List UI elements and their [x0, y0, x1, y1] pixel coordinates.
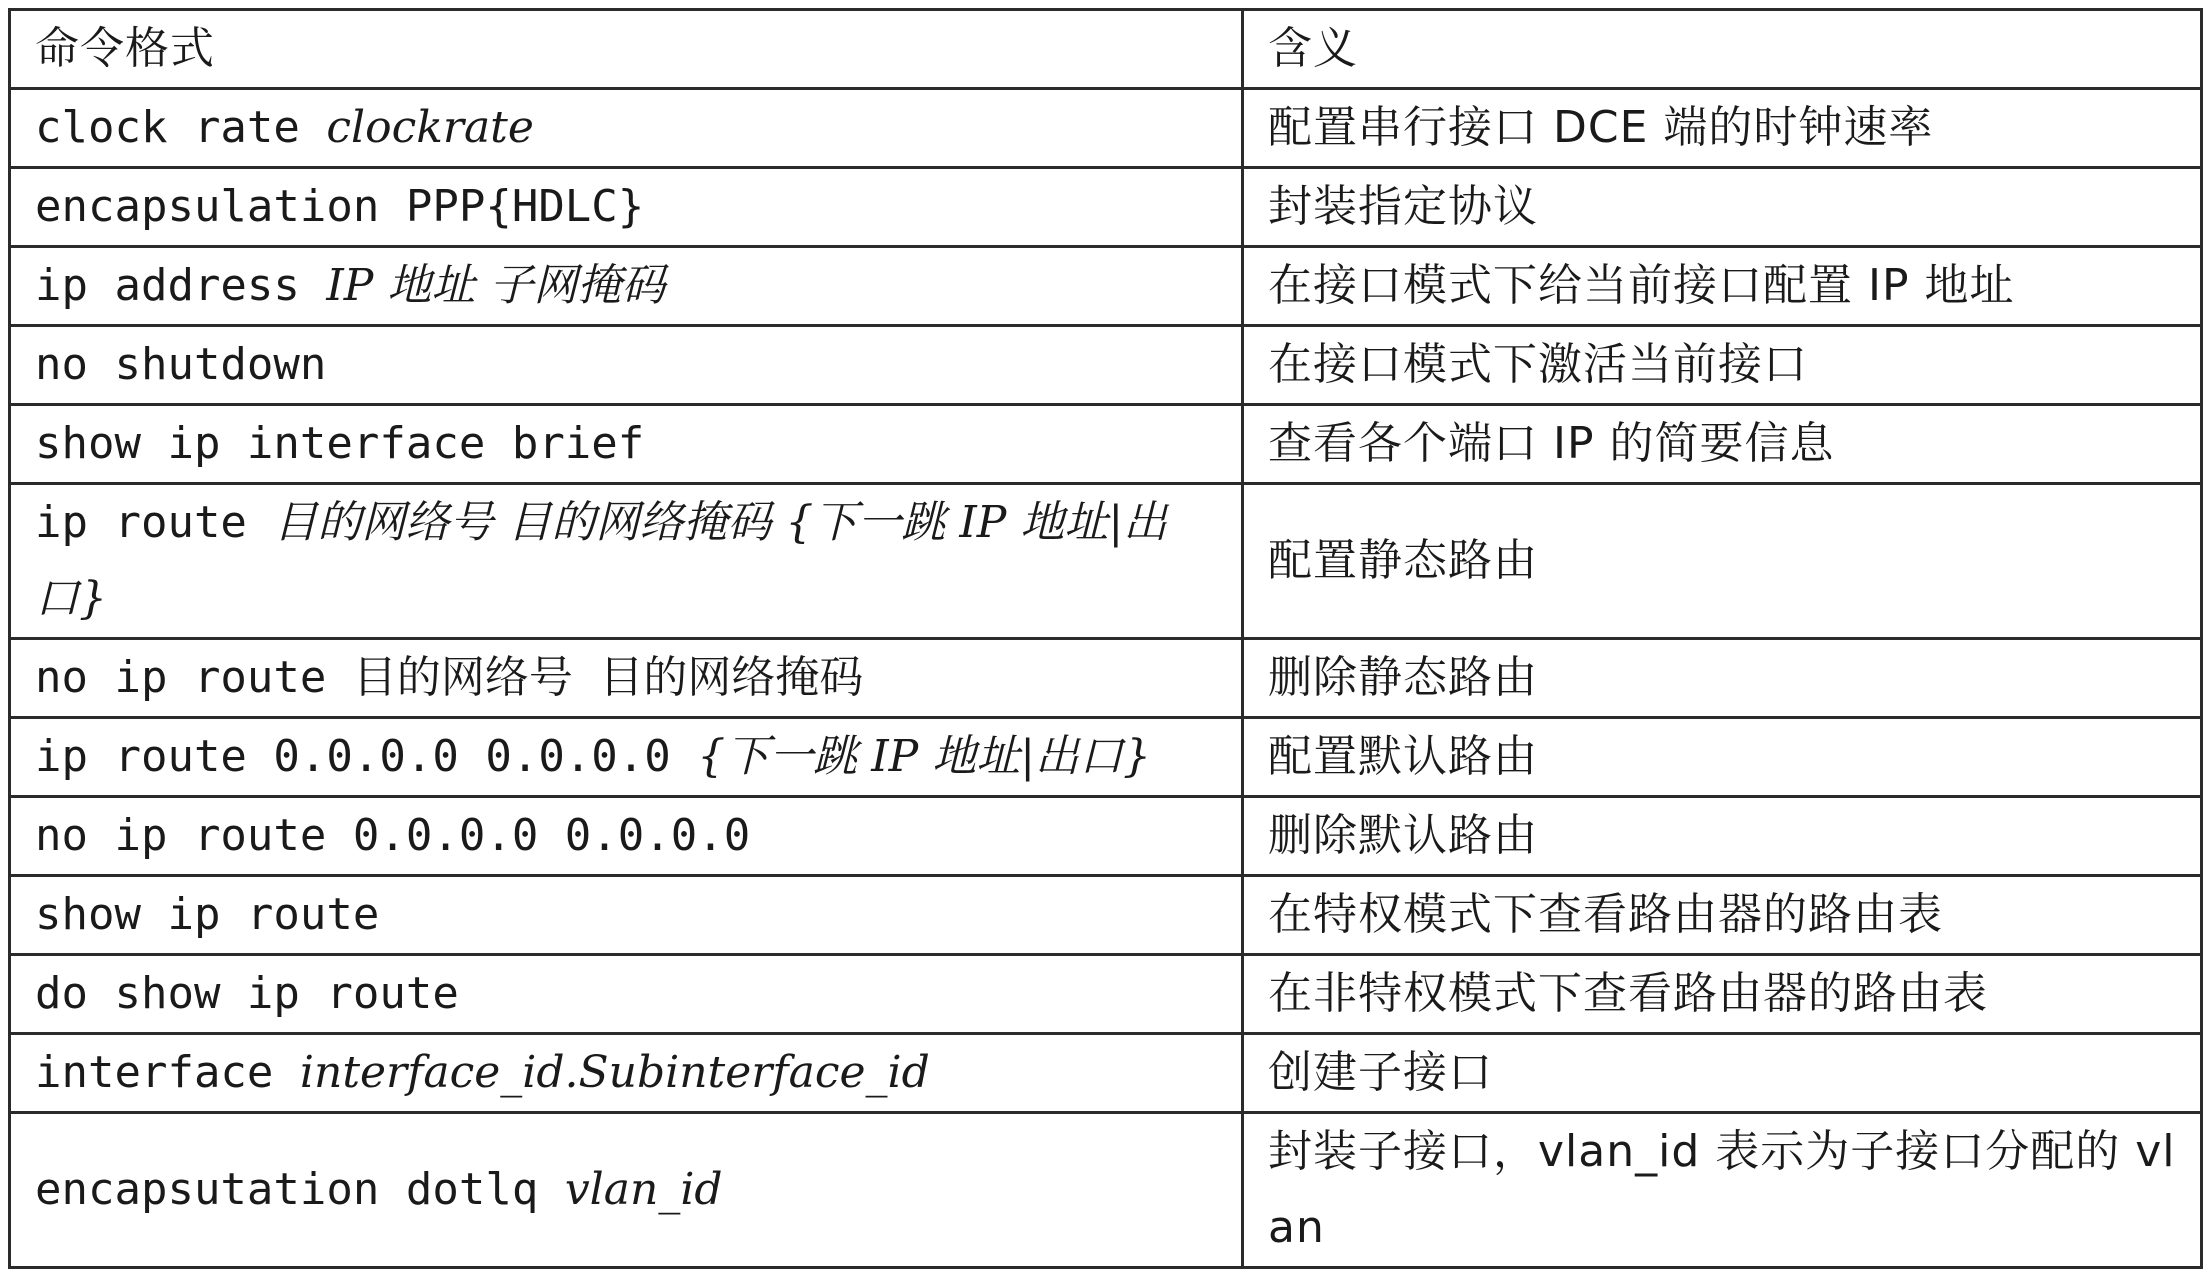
command-variable: vlan_id: [564, 1164, 723, 1215]
meaning-cell: 在特权模式下查看路由器的路由表: [1243, 876, 2202, 955]
table-row: [10, 639, 2202, 718]
table-row: [10, 876, 2202, 955]
table-row: [10, 1113, 2202, 1268]
table-row: [10, 718, 2202, 797]
meaning-cell: 封装指定协议: [1243, 168, 2202, 247]
command-cell: [10, 326, 1243, 405]
command-text: ip route 0.0.0.0 0.0.0.0: [35, 731, 698, 782]
meaning-cell: 封装子接口，vlan_id 表示为子接口分配的 vlan: [1243, 1113, 2202, 1268]
command-variable: {下一跳 IP 地址|出口}: [697, 731, 1152, 782]
meaning-cell: 查看各个端口 IP 的简要信息: [1243, 405, 2202, 484]
command-variable: clockrate: [326, 102, 534, 153]
meaning-cell: 配置静态路由: [1243, 484, 2202, 639]
command-variable: 目的网络号 目的网络掩码 {下一跳 IP 地址|出口}: [35, 497, 1168, 624]
command-text: interface: [35, 1047, 300, 1098]
command-cell: [10, 639, 1243, 718]
command-text: do show ip route: [35, 968, 459, 1019]
command-text: clock rate: [35, 102, 327, 153]
command-cell: [10, 247, 1243, 326]
command-cell: [10, 89, 1243, 168]
command-cell: [10, 718, 1243, 797]
header-meaning: 含义: [1243, 10, 2202, 89]
command-text: no ip route 目的网络号 目的网络掩码: [35, 652, 864, 703]
meaning-cell: 配置默认路由: [1243, 718, 2202, 797]
command-text: encapsutation dotlq: [35, 1164, 565, 1215]
meaning-cell: 在接口模式下给当前接口配置 IP 地址: [1243, 247, 2202, 326]
table-row: [10, 484, 2202, 639]
command-cell: [10, 405, 1243, 484]
command-text: no shutdown: [35, 339, 327, 390]
command-text: ip route: [35, 497, 274, 548]
command-cell: [10, 1034, 1243, 1113]
meaning-cell: 删除静态路由: [1243, 639, 2202, 718]
meaning-cell: 配置串行接口 DCE 端的时钟速率: [1243, 89, 2202, 168]
command-text: show ip interface brief: [35, 418, 645, 469]
command-cell: [10, 484, 1243, 639]
command-cell: [10, 876, 1243, 955]
meaning-cell: 在接口模式下激活当前接口: [1243, 326, 2202, 405]
table-row: [10, 797, 2202, 876]
command-variable: IP 地址 子网掩码: [326, 260, 666, 311]
table-row: [10, 326, 2202, 405]
command-cell: [10, 1113, 1243, 1268]
command-text: encapsulation PPP{HDLC}: [35, 181, 645, 232]
table-row: [10, 247, 2202, 326]
table-row: [10, 168, 2202, 247]
table-row: [10, 89, 2202, 168]
meaning-cell: 在非特权模式下查看路由器的路由表: [1243, 955, 2202, 1034]
command-cell: [10, 955, 1243, 1034]
meaning-cell: 创建子接口: [1243, 1034, 2202, 1113]
meaning-cell: 删除默认路由: [1243, 797, 2202, 876]
table-row: [10, 1034, 2202, 1113]
command-table: [8, 8, 2203, 1269]
table-row: [10, 405, 2202, 484]
command-text: no ip route 0.0.0.0 0.0.0.0: [35, 810, 751, 861]
header-command: 命令格式: [10, 10, 1243, 89]
table-row: [10, 955, 2202, 1034]
command-text: show ip route: [35, 889, 380, 940]
table-header-row: [10, 10, 2202, 89]
command-variable: interface_id.Subinterface_id: [299, 1047, 930, 1098]
command-cell: [10, 168, 1243, 247]
command-cell: [10, 797, 1243, 876]
command-text: ip address: [35, 260, 327, 311]
